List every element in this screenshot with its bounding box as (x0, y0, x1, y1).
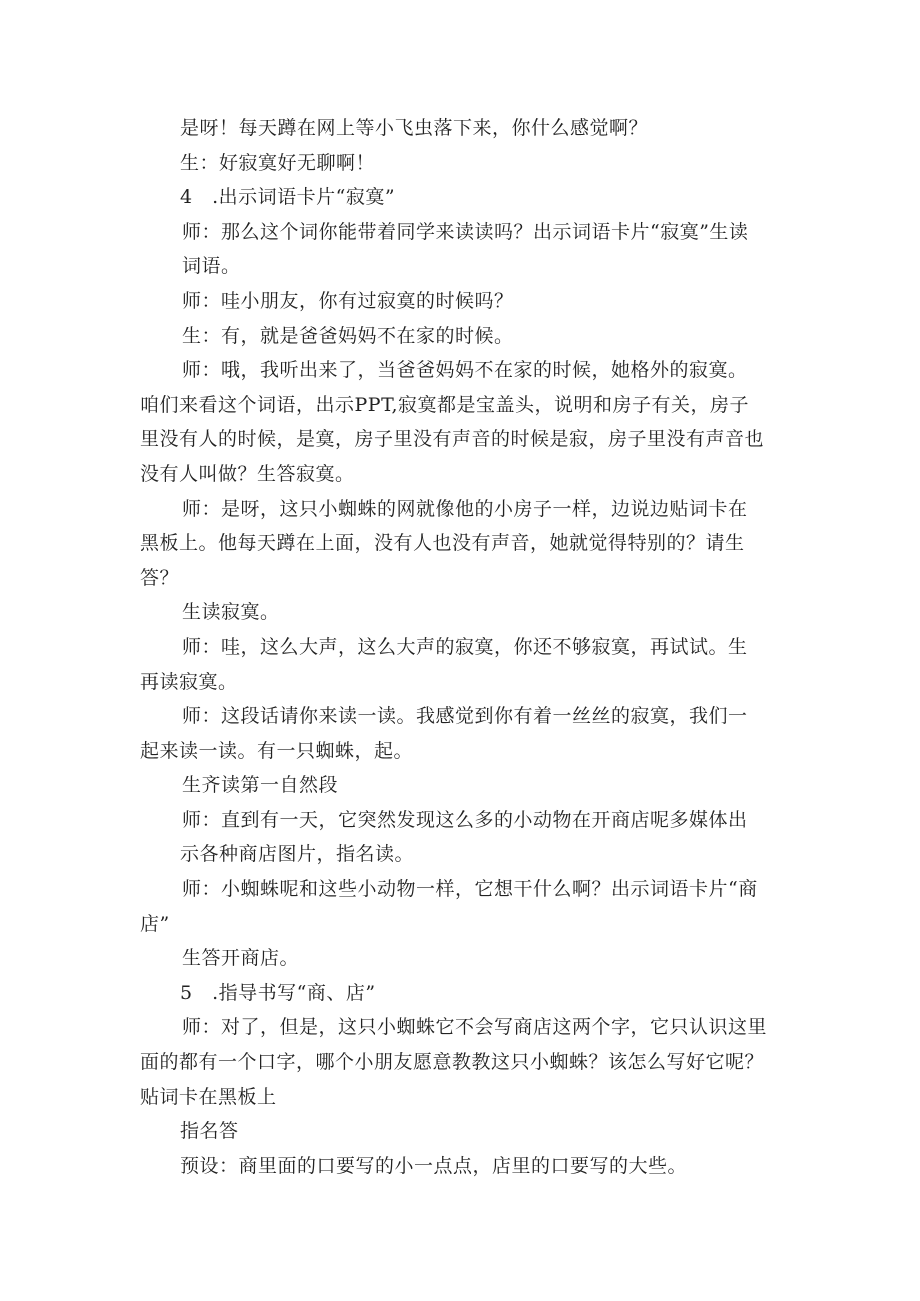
text-line: 师：对了，但是，这只小蜘蛛它不会写商店这两个字，它只认识这里 (182, 1016, 768, 1039)
text-line: 4 .出示词语卡片“寂寞” (180, 186, 396, 209)
text-line: 示各种商店图片，指名读。 (180, 843, 415, 866)
text-line: 里没有人的时候，是寞，房子里没有声音的时候是寂，房子里没有声音也 (140, 428, 765, 451)
text-line: 词语。 (182, 255, 241, 278)
text-line: 师：那么这个词你能带着同学来读读吗？出示词语卡片“寂寞”生读 (182, 220, 749, 243)
text-line: 生答开商店。 (182, 947, 300, 970)
text-line: 师：哇小朋友，你有过寂寞的时候吗？ (182, 289, 514, 312)
text-line: 预设：商里面的口要写的小一点点，店里的口要写的大些。 (180, 1154, 688, 1177)
text-line: 店” (140, 912, 170, 935)
text-line: 师：这段话请你来读一读。我感觉到你有着一丝丝的寂寞，我们一 (182, 705, 748, 728)
text-line: 生齐读第一自然段 (182, 774, 339, 797)
text-line: 指名答 (180, 1120, 239, 1143)
text-line: 答？ (140, 566, 180, 589)
text-line: 生：好寂寞好无聊啊！ (180, 151, 376, 174)
text-line: 再读寂寞。 (140, 670, 238, 693)
document-body (140, 111, 780, 1183)
text-line: 黑板上。他每天蹲在上面，没有人也没有声音，她就觉得特别的？请生 (140, 532, 745, 555)
text-line: 生：有，就是爸爸妈妈不在家的时候。 (182, 324, 514, 347)
text-line: 师：哦，我听出来了，当爸爸妈妈不在家的时候，她格外的寂寞。 (182, 359, 748, 382)
text-line: 面的都有一个口字，哪个小朋友愿意教教这只小蜘蛛？该怎么写好它呢？ (140, 1051, 765, 1074)
text-line: 生读寂寞。 (182, 601, 280, 624)
text-line: 师：哇，这么大声，这么大声的寂寞，你还不够寂寞，再试试。生 (182, 635, 748, 658)
text-line: 5 .指导书写“商、店” (180, 981, 376, 1004)
text-line: 是呀！每天蹲在网上等小飞虫落下来，你什么感觉啊？ (180, 117, 649, 139)
text-line: 师：小蜘蛛呢和这些小动物一样，它想干什么啊？出示词语卡片“商 (182, 878, 758, 901)
text-line: 贴词卡在黑板上 (140, 1085, 277, 1108)
text-line: 咱们来看这个词语，出示PPT,寂寞都是宝盖头，说明和房子有关，房子 (140, 393, 749, 416)
text-line: 没有人叫做？生答寂寞。 (140, 462, 355, 485)
text-line: 师：是呀，这只小蜘蛛的网就像他的小房子一样，边说边贴词卡在 (182, 497, 748, 520)
text-line: 起来读一读。有一只蜘蛛，起。 (140, 739, 414, 762)
text-line: 师：直到有一天，它突然发现这么多的小动物在开商店呢多媒体出 (182, 808, 748, 831)
